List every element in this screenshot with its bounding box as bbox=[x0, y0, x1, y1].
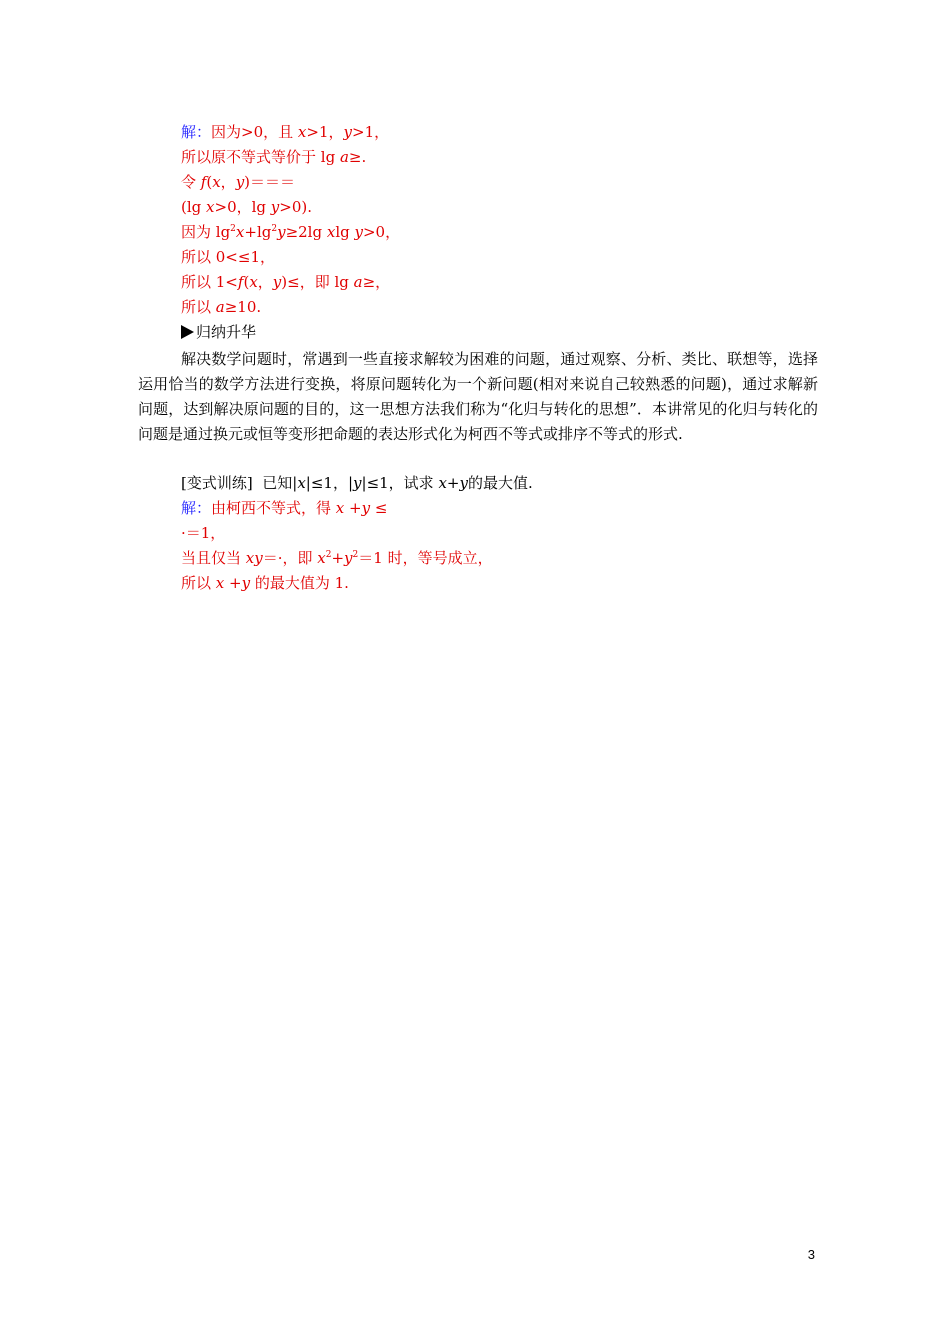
solution-label: 解： bbox=[181, 123, 212, 141]
solution-line-1: 解：因为>0，且 x>1，y>1， bbox=[181, 123, 390, 141]
solution-line-2: 所以原不等式等价于 lg a≥. bbox=[181, 148, 367, 166]
solution-line-5: 因为 $\lg^2x+\lg^2y\ge 2\lg$ xlg y>0， bbox=[181, 223, 401, 241]
solution-label: 解： bbox=[181, 499, 212, 517]
exercise-solution-line-3: 当且仅当 xy＝·，即 $x^2+y^2=1$ 时，等号成立， bbox=[181, 549, 493, 567]
exercise-solution-line-1: 解：由柯西不等式，得 x +y ≤ bbox=[181, 499, 388, 517]
summary-paragraph: 解决数学问题时，常遇到一些直接求解较为困难的问题，通过观察、分析、类比、联想等，选择运用恰当的数学方法进行变换，将原问题转化为一个新问题(相对来说自己较熟悉的问题)，通过求解新问题，达到解决原问题的目的，这一思想方法我们称为“化归与转化的思想”．本讲常见的化归与转化的问题是通过换元或恒等变形把命题的表达形式化为柯西不等式或排序不等式的形式. bbox=[138, 350, 818, 443]
section-heading: 归纳升华 bbox=[181, 322, 256, 342]
solution-line-6: 所以 0<≤1， bbox=[181, 248, 275, 266]
exercise-solution-line-4: 所以 x +y 的最大值为 1. bbox=[181, 574, 349, 592]
page-number: 3 bbox=[807, 1247, 815, 1262]
triangle-bullet-icon bbox=[181, 325, 194, 339]
exercise-solution-line-2: ·＝1， bbox=[181, 524, 226, 542]
solution-line-7: 所以 1<f(x，y)≤，即 lg a≥， bbox=[181, 273, 391, 291]
solution-line-4: (lg x>0，lg y>0). bbox=[181, 198, 312, 216]
solution-line-8: 所以 a≥10. bbox=[181, 298, 262, 316]
solution-line-3: 令 f(x，y)＝＝＝ bbox=[181, 173, 296, 191]
exercise-bracket-label: [变式训练] bbox=[181, 474, 253, 492]
exercise-prompt: [变式训练] 已知|x|≤1，|y|≤1，试求 x+y的最大值. bbox=[181, 474, 533, 492]
